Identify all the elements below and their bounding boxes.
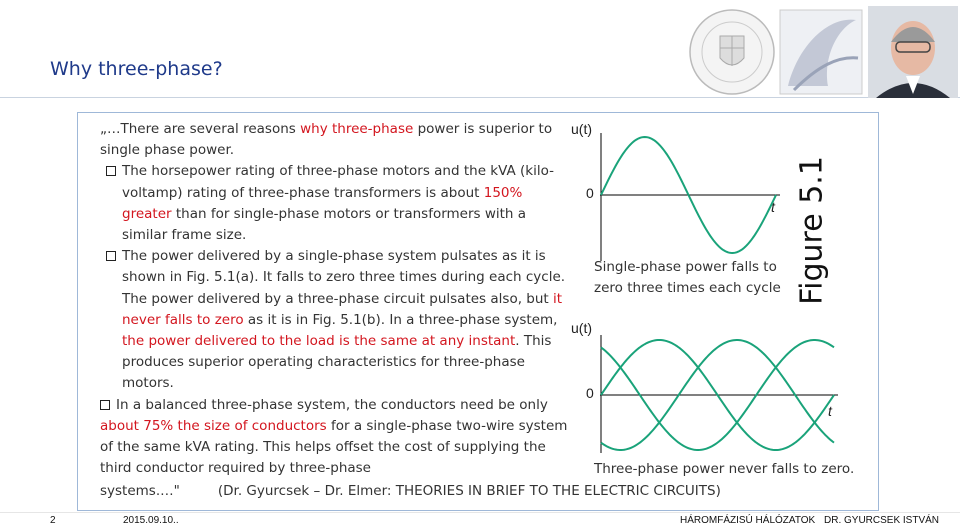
bullet-1-text-1: The horsepower rating of three-phase motors and the kVA (kilo-voltamp) rating of three-phase transformers is about	[122, 163, 554, 201]
bullet-3-highlight: about 75% the size of conductors	[100, 417, 327, 434]
closing-line	[100, 483, 721, 499]
intro-paragraph	[100, 119, 570, 161]
plot-a-caption-line-1: Single-phase power falls to	[594, 259, 777, 275]
plot-a-xlabel: t	[771, 199, 775, 215]
bullet-2	[100, 246, 570, 394]
body-text	[100, 119, 570, 479]
bullet-3-text-1: In a balanced three-phase system, the conductors need be only	[116, 396, 548, 413]
closing-text: systems.…"	[100, 483, 180, 499]
footer-author: DR. GYURCSEK ISTVÁN	[824, 515, 940, 526]
source-reference: (Dr. Gyurcsek – Dr. Elmer: THEORIES IN BRIEF TO THE ELECTRIC CIRCUITS)	[217, 483, 721, 499]
bullet-1	[100, 161, 570, 246]
plot-b-xlabel: t	[828, 403, 832, 419]
plot-b-caption: Three-phase power never falls to zero.	[594, 461, 855, 477]
header-logos	[688, 6, 958, 98]
page-number: 2	[50, 515, 56, 526]
plot-a-ylabel: u(t)	[571, 121, 592, 137]
figure-label-box	[778, 133, 838, 343]
checkbox-bullet-icon	[106, 166, 116, 176]
bullet-2-text-2: as it is in Fig. 5.1(b). In a three-phase system,	[243, 311, 558, 328]
plot-b-origin: 0	[586, 385, 594, 401]
plot-b-ylabel: u(t)	[571, 320, 592, 336]
intro-highlight: why three-phase	[300, 121, 414, 137]
plot-a-caption-line-2: zero three times each cycle	[594, 280, 781, 296]
plot-b-figure	[598, 335, 848, 455]
content-box	[77, 112, 879, 511]
bullet-3-text-2: for a single-phase two-wire system of the same kVA rating. This helps offset the cost of supplying the third conductor required by three-phase	[100, 417, 568, 477]
slide-date: 2015.09.10..	[123, 515, 179, 526]
checkbox-bullet-icon	[106, 251, 116, 261]
intro-text-1: „…There are several reasons	[100, 121, 301, 137]
author-portrait	[868, 6, 958, 98]
figure-label: Figure 5.1	[794, 156, 830, 305]
bullet-2-highlight-2: the power delivered to the load is the same at any instant	[122, 333, 516, 350]
faculty-logo	[780, 10, 862, 94]
footer-divider	[0, 512, 960, 513]
intro-text-2: power is superior to single phase power.	[100, 121, 553, 159]
plot-a-origin: 0	[586, 185, 594, 201]
bullet-2-highlight-1: it never falls to zero	[122, 290, 563, 328]
checkbox-bullet-icon	[100, 400, 110, 410]
bullet-1-text-2: than for single-phase motors or transformers with a similar frame size.	[122, 205, 527, 244]
bullet-2-text-3: . This produces superior operating characteristics for three-phase motors.	[122, 333, 552, 392]
footer-title: HÁROMFÁZISÚ HÁLÓZATOK	[680, 515, 816, 526]
bullet-1-highlight: 150% greater	[122, 184, 523, 222]
bullet-2-text-1: The power delivered by a single-phase system pulsates as it is shown in Fig. 5.1(a). It falls to zero three times during each cycle. The power delivered by a three-phase circuit pulsates also, but	[122, 248, 566, 307]
slide-title: Why three-phase?	[50, 58, 223, 80]
university-seal-logo	[690, 10, 774, 94]
bullet-3	[100, 395, 570, 480]
plot-a-figure	[598, 131, 788, 271]
